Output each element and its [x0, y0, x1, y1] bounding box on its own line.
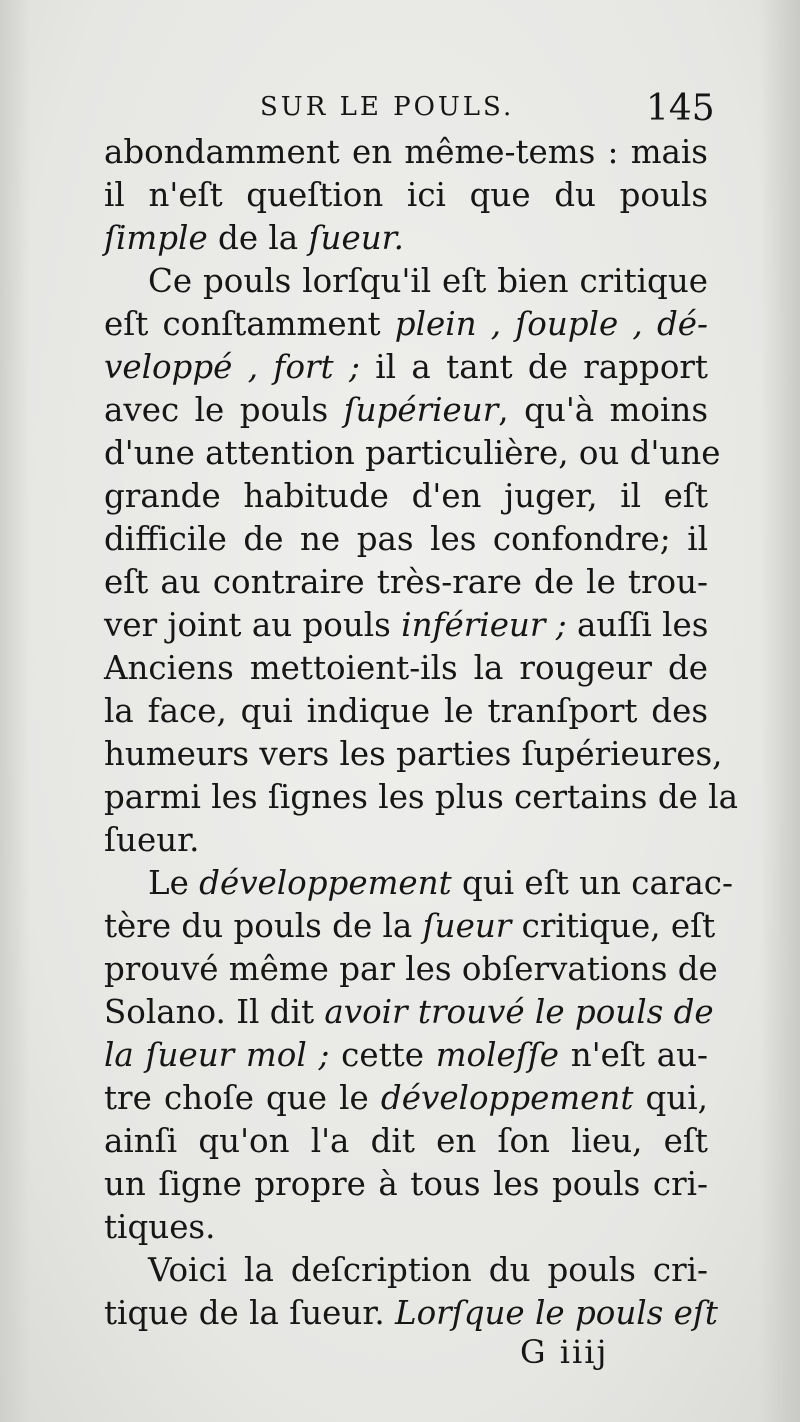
text-run: Ce pouls lorſqu'il eſt bien critique [148, 262, 708, 300]
italic-run: développement [199, 864, 452, 902]
text-run: tre choſe que le [104, 1079, 381, 1117]
text-run: il a tant de rapport [359, 348, 708, 386]
text-run: tique de la ſueur. [104, 1294, 395, 1332]
text-line [104, 518, 708, 561]
text-run: eſt au contraire très-rare de le trou- [104, 563, 708, 601]
text-run: qui eſt un carac- [451, 864, 733, 902]
signature-mark: G iiij [520, 1333, 609, 1371]
text-run: ver joint au pouls [104, 606, 402, 644]
italic-run: avoir trouvé le pouls de [324, 993, 714, 1031]
italic-run: moleſſe [435, 1036, 560, 1074]
text-line [104, 303, 708, 346]
page-right-shadow [760, 0, 800, 1422]
text-run: n'eſt au- [559, 1036, 709, 1074]
text-run: qui, [633, 1079, 708, 1117]
text-line [104, 1163, 708, 1206]
running-head: SUR LE POULS. [260, 92, 515, 122]
text-line [104, 432, 721, 475]
text-line [104, 1034, 708, 1077]
text-line [104, 948, 718, 991]
text-run: tère du pouls de la [104, 907, 423, 945]
text-line [104, 604, 708, 647]
text-run: humeurs vers les parties ſupérieures, [104, 735, 723, 773]
text-run: de la [207, 219, 309, 257]
italic-run: plein , ſouple , dé- [394, 305, 708, 343]
text-line [104, 561, 708, 604]
text-line [104, 690, 708, 733]
italic-run: ſupérieur [343, 391, 499, 429]
text-run: Solano. Il dit [104, 993, 325, 1031]
text-line [104, 905, 716, 948]
italic-run: développement [380, 1079, 634, 1117]
text-line [104, 733, 723, 776]
text-line [104, 991, 714, 1034]
text-run: cette [329, 1036, 436, 1074]
text-run: grande habitude d'en juger, il eſt [104, 477, 708, 515]
text-line [104, 1077, 708, 1120]
text-line [104, 217, 708, 260]
text-run: prouvé même par les obſervations de [104, 950, 718, 988]
italic-run: ſueur [422, 907, 512, 945]
text-run: critique, eſt [511, 907, 716, 945]
text-run: d'une attention particulière, ou d'une [104, 434, 721, 472]
text-run: il n'eſt queſtion ici que du pouls [104, 176, 708, 214]
text-run: Anciens mettoient-ils la rougeur de [104, 649, 708, 687]
text-run: tiques. [104, 1208, 216, 1246]
text-run: un ſigne propre à tous les pouls cri- [104, 1165, 708, 1203]
text-line [104, 131, 708, 174]
text-line [104, 1206, 708, 1249]
text-body [104, 131, 738, 1335]
italic-run: la ſueur mol ; [104, 1036, 330, 1074]
paragraph-first-line [104, 862, 733, 905]
italic-run: inférieur ; [401, 606, 567, 644]
italic-run: ſimple [104, 219, 208, 257]
text-run: Voici la deſcription du pouls cri- [148, 1251, 708, 1289]
paragraph-first-line [104, 260, 708, 303]
page-number: 145 [646, 88, 715, 129]
text-line [104, 1120, 708, 1163]
text-run: parmi les ſignes les plus certains de la [104, 778, 738, 816]
text-run: Le [148, 864, 200, 902]
text-run: difficile de ne pas les confondre; il [104, 520, 708, 558]
text-line [104, 647, 708, 690]
text-line [104, 346, 708, 389]
text-line [104, 1292, 718, 1335]
italic-run: ſueur. [308, 219, 404, 257]
text-line [104, 174, 708, 217]
text-run: abondamment en même-tems : mais [104, 133, 708, 171]
italic-run: Lorſque le pouls eſt [394, 1294, 718, 1332]
paragraph-first-line [104, 1249, 708, 1292]
text-run: eſt conſtamment [104, 305, 395, 343]
page-left-shadow [0, 0, 30, 1422]
text-run: avec le pouls [104, 391, 344, 429]
text-run: ainſi qu'on l'a dit en ſon lieu, eſt [104, 1122, 708, 1160]
text-line [104, 475, 708, 518]
text-run: ſueur. [104, 821, 200, 859]
text-run: , qu'à moins [498, 391, 708, 429]
text-line [104, 776, 738, 819]
italic-run: veloppé , fort ; [104, 348, 360, 386]
text-line [104, 819, 708, 862]
text-line [104, 389, 708, 432]
text-run: auſſi les [566, 606, 709, 644]
text-run: la face, qui indique le tranſport des [104, 692, 708, 730]
